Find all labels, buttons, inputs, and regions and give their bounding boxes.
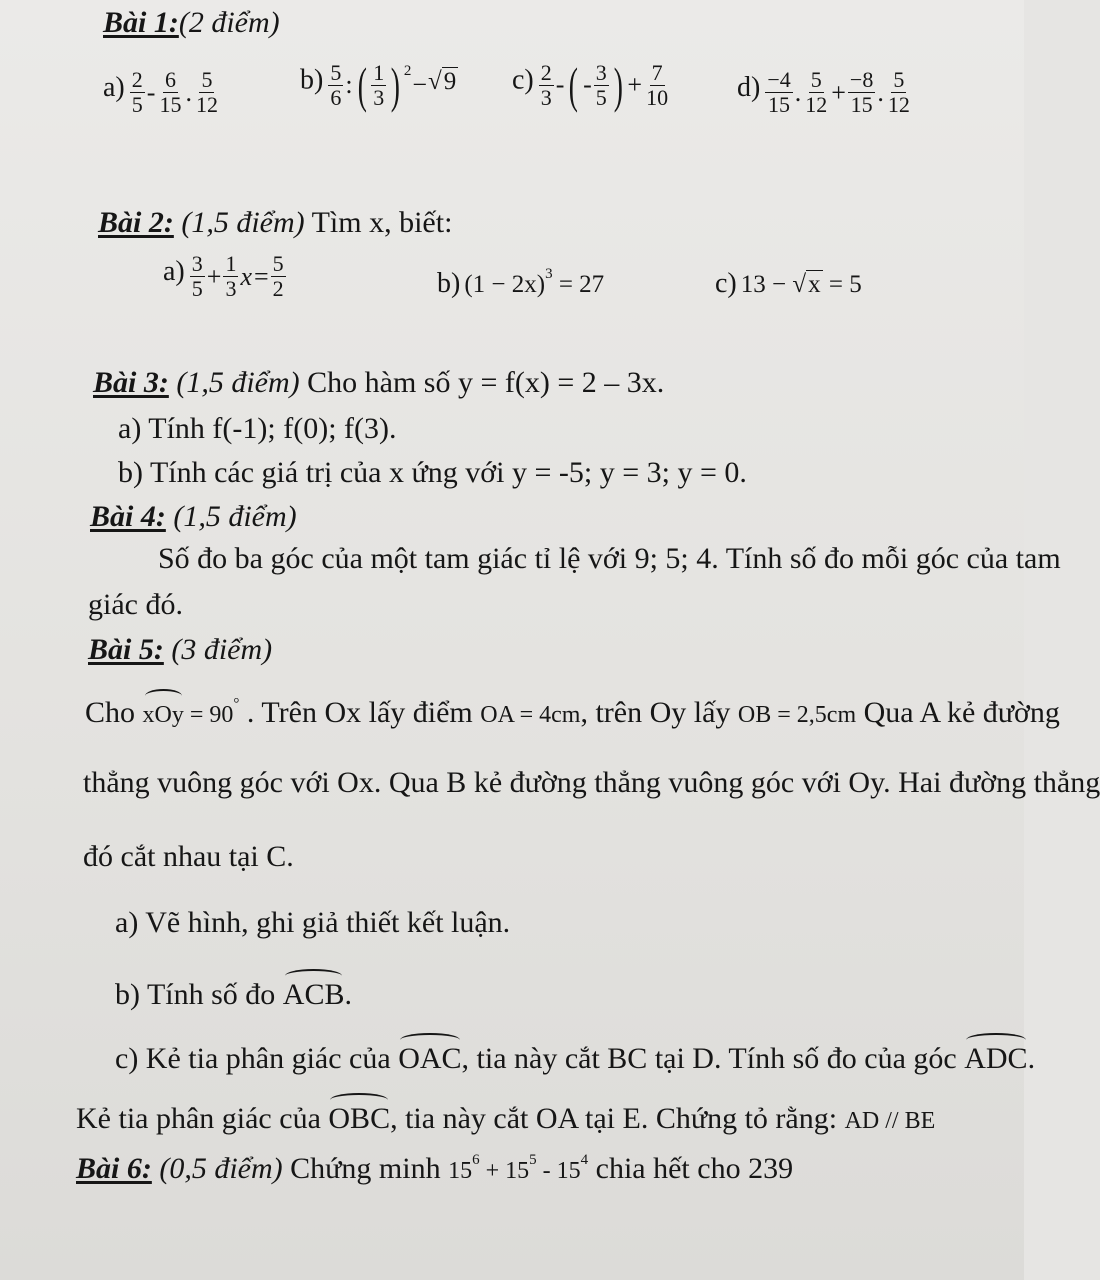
- sqrt: √x: [792, 271, 821, 298]
- b4-title: Bài 4:: [90, 500, 166, 533]
- b2-title: Bài 2:: [98, 206, 174, 239]
- fraction: $\frac{5}{6}$: [330, 59, 342, 110]
- angle-ADC: ADC: [964, 1036, 1027, 1076]
- fraction: $\frac{2}{3}$: [540, 59, 552, 110]
- b5-line3: đó cắt nhau tại C.: [83, 840, 294, 873]
- b1-points: (2 điểm): [178, 6, 280, 39]
- b3-points: (1,5 điểm): [176, 366, 300, 399]
- fraction: $\frac{7}{10}$: [646, 59, 669, 110]
- b4-points: (1,5 điểm): [173, 500, 297, 533]
- b5-c: c) Kẻ tia phân giác của OAC, tia này cắt BC tại D. Tính số đo của góc ADC.: [115, 1036, 1035, 1076]
- b5-heading: [88, 633, 272, 667]
- b3-title: Bài 3:: [93, 366, 169, 399]
- b6-points: (0,5 điểm): [159, 1152, 283, 1185]
- b5-b: b) Tính số đo ACB.: [115, 972, 352, 1012]
- b1-title: Bài 1:: [103, 6, 179, 39]
- b4-heading: [90, 500, 297, 534]
- b2-a: a) $\frac{3}{5}$ + $\frac{1}{3}$ x= $\frac{5}{2}$: [163, 251, 284, 301]
- b1-c: c) $\frac{2}{3}$ -( - $\frac{3}{5}$ ) + $\frac{7}{10}$: [512, 57, 669, 113]
- fraction: $\frac{6}{15}$: [159, 67, 182, 117]
- fraction: $\frac{5}{12}$: [195, 67, 218, 117]
- b2-b: b) (1 − 2x)3 = 27: [437, 266, 605, 299]
- b2-heading: [98, 206, 452, 240]
- b5-line2: thẳng vuông góc với Ox. Qua B kẻ đường thẳng vuông góc với Oy. Hai đường thẳng: [83, 766, 1100, 799]
- b5-a: a) Vẽ hình, ghi giả thiết kết luận.: [115, 906, 511, 939]
- fraction: $\frac{3}{5}$: [595, 59, 607, 110]
- sqrt: √9: [428, 67, 457, 95]
- b1-heading: [103, 6, 280, 40]
- b1-d: d) $\frac{-4}{15}$ . $\frac{5}{12}$ + $\frac{-8}{15}$ . $\frac{5}{12}$: [737, 67, 910, 117]
- b1-c-label: c): [512, 64, 534, 96]
- b2-a-label: a): [163, 256, 185, 288]
- fraction: $\frac{5}{2}$: [272, 251, 284, 301]
- b4-line2: giác đó.: [88, 588, 183, 621]
- b2-c-label: c): [715, 268, 737, 299]
- b2-text: Tìm x, biết:: [304, 206, 453, 239]
- b5-points: (3 điểm): [171, 633, 273, 666]
- b1-b: b) $\frac{5}{6}$ :( $\frac{1}{3}$ ) 2−√9: [300, 57, 457, 113]
- b6-line: Bài 6: (0,5 điểm) Chứng minh $15^6 + 15^5 - 15^4$ chia hết cho 239: [76, 1152, 794, 1185]
- b1-a: a) $\frac{2}{5}$ - $\frac{6}{15}$ . $\frac{5}{12}$: [103, 67, 218, 117]
- fraction: $\frac{1}{3}$: [373, 59, 385, 110]
- fraction: $\frac{3}{5}$: [191, 251, 203, 301]
- b3-b: b) Tính các giá trị của x ứng với y = -5; y = 3; y = 0.: [118, 456, 747, 489]
- b3-heading: [93, 366, 664, 400]
- b5-d: Kẻ tia phân giác của OBC, tia này cắt OA tại E. Chứng tỏ rằng: AD // BE: [76, 1096, 935, 1138]
- b4-line1: Số đo ba góc của một tam giác tỉ lệ với 9; 5; 4. Tính số đo mỗi góc của tam: [158, 542, 1061, 575]
- b5-title: Bài 5:: [88, 633, 164, 666]
- b3-a: a) Tính f(-1); f(0); f(3).: [118, 412, 397, 445]
- b1-d-label: d): [737, 72, 761, 104]
- fraction: $\frac{1}{3}$: [225, 251, 237, 301]
- b2-points: (1,5 điểm): [181, 206, 305, 239]
- b5-line1: Cho xOy = 90° . Trên Ox lấy điểm OA = 4cm, trên Oy lấy OB = 2,5cm Qua A kẻ đường: [85, 692, 1060, 735]
- b6-title: Bài 6:: [76, 1152, 152, 1185]
- b3-text: Cho hàm số y = f(x) = 2 – 3x.: [299, 366, 665, 399]
- angle-OBC: OBC: [328, 1096, 390, 1136]
- angle-OAC: OAC: [398, 1036, 461, 1076]
- angle-xOy: xOy: [143, 692, 184, 732]
- fraction: $\frac{2}{5}$: [131, 67, 143, 117]
- fraction: $\frac{-8}{15}$: [849, 67, 874, 117]
- b1-b-label: b): [300, 64, 324, 96]
- b1-a-label: a): [103, 72, 125, 104]
- fraction: $\frac{-4}{15}$: [767, 67, 791, 117]
- fraction: $\frac{5}{12}$: [887, 67, 910, 117]
- fraction: $\frac{5}{12}$: [805, 67, 828, 117]
- b2-b-label: b): [437, 268, 461, 299]
- angle-ACB: ACB: [283, 972, 345, 1012]
- b2-c: c) 13 − √x = 5: [715, 268, 862, 299]
